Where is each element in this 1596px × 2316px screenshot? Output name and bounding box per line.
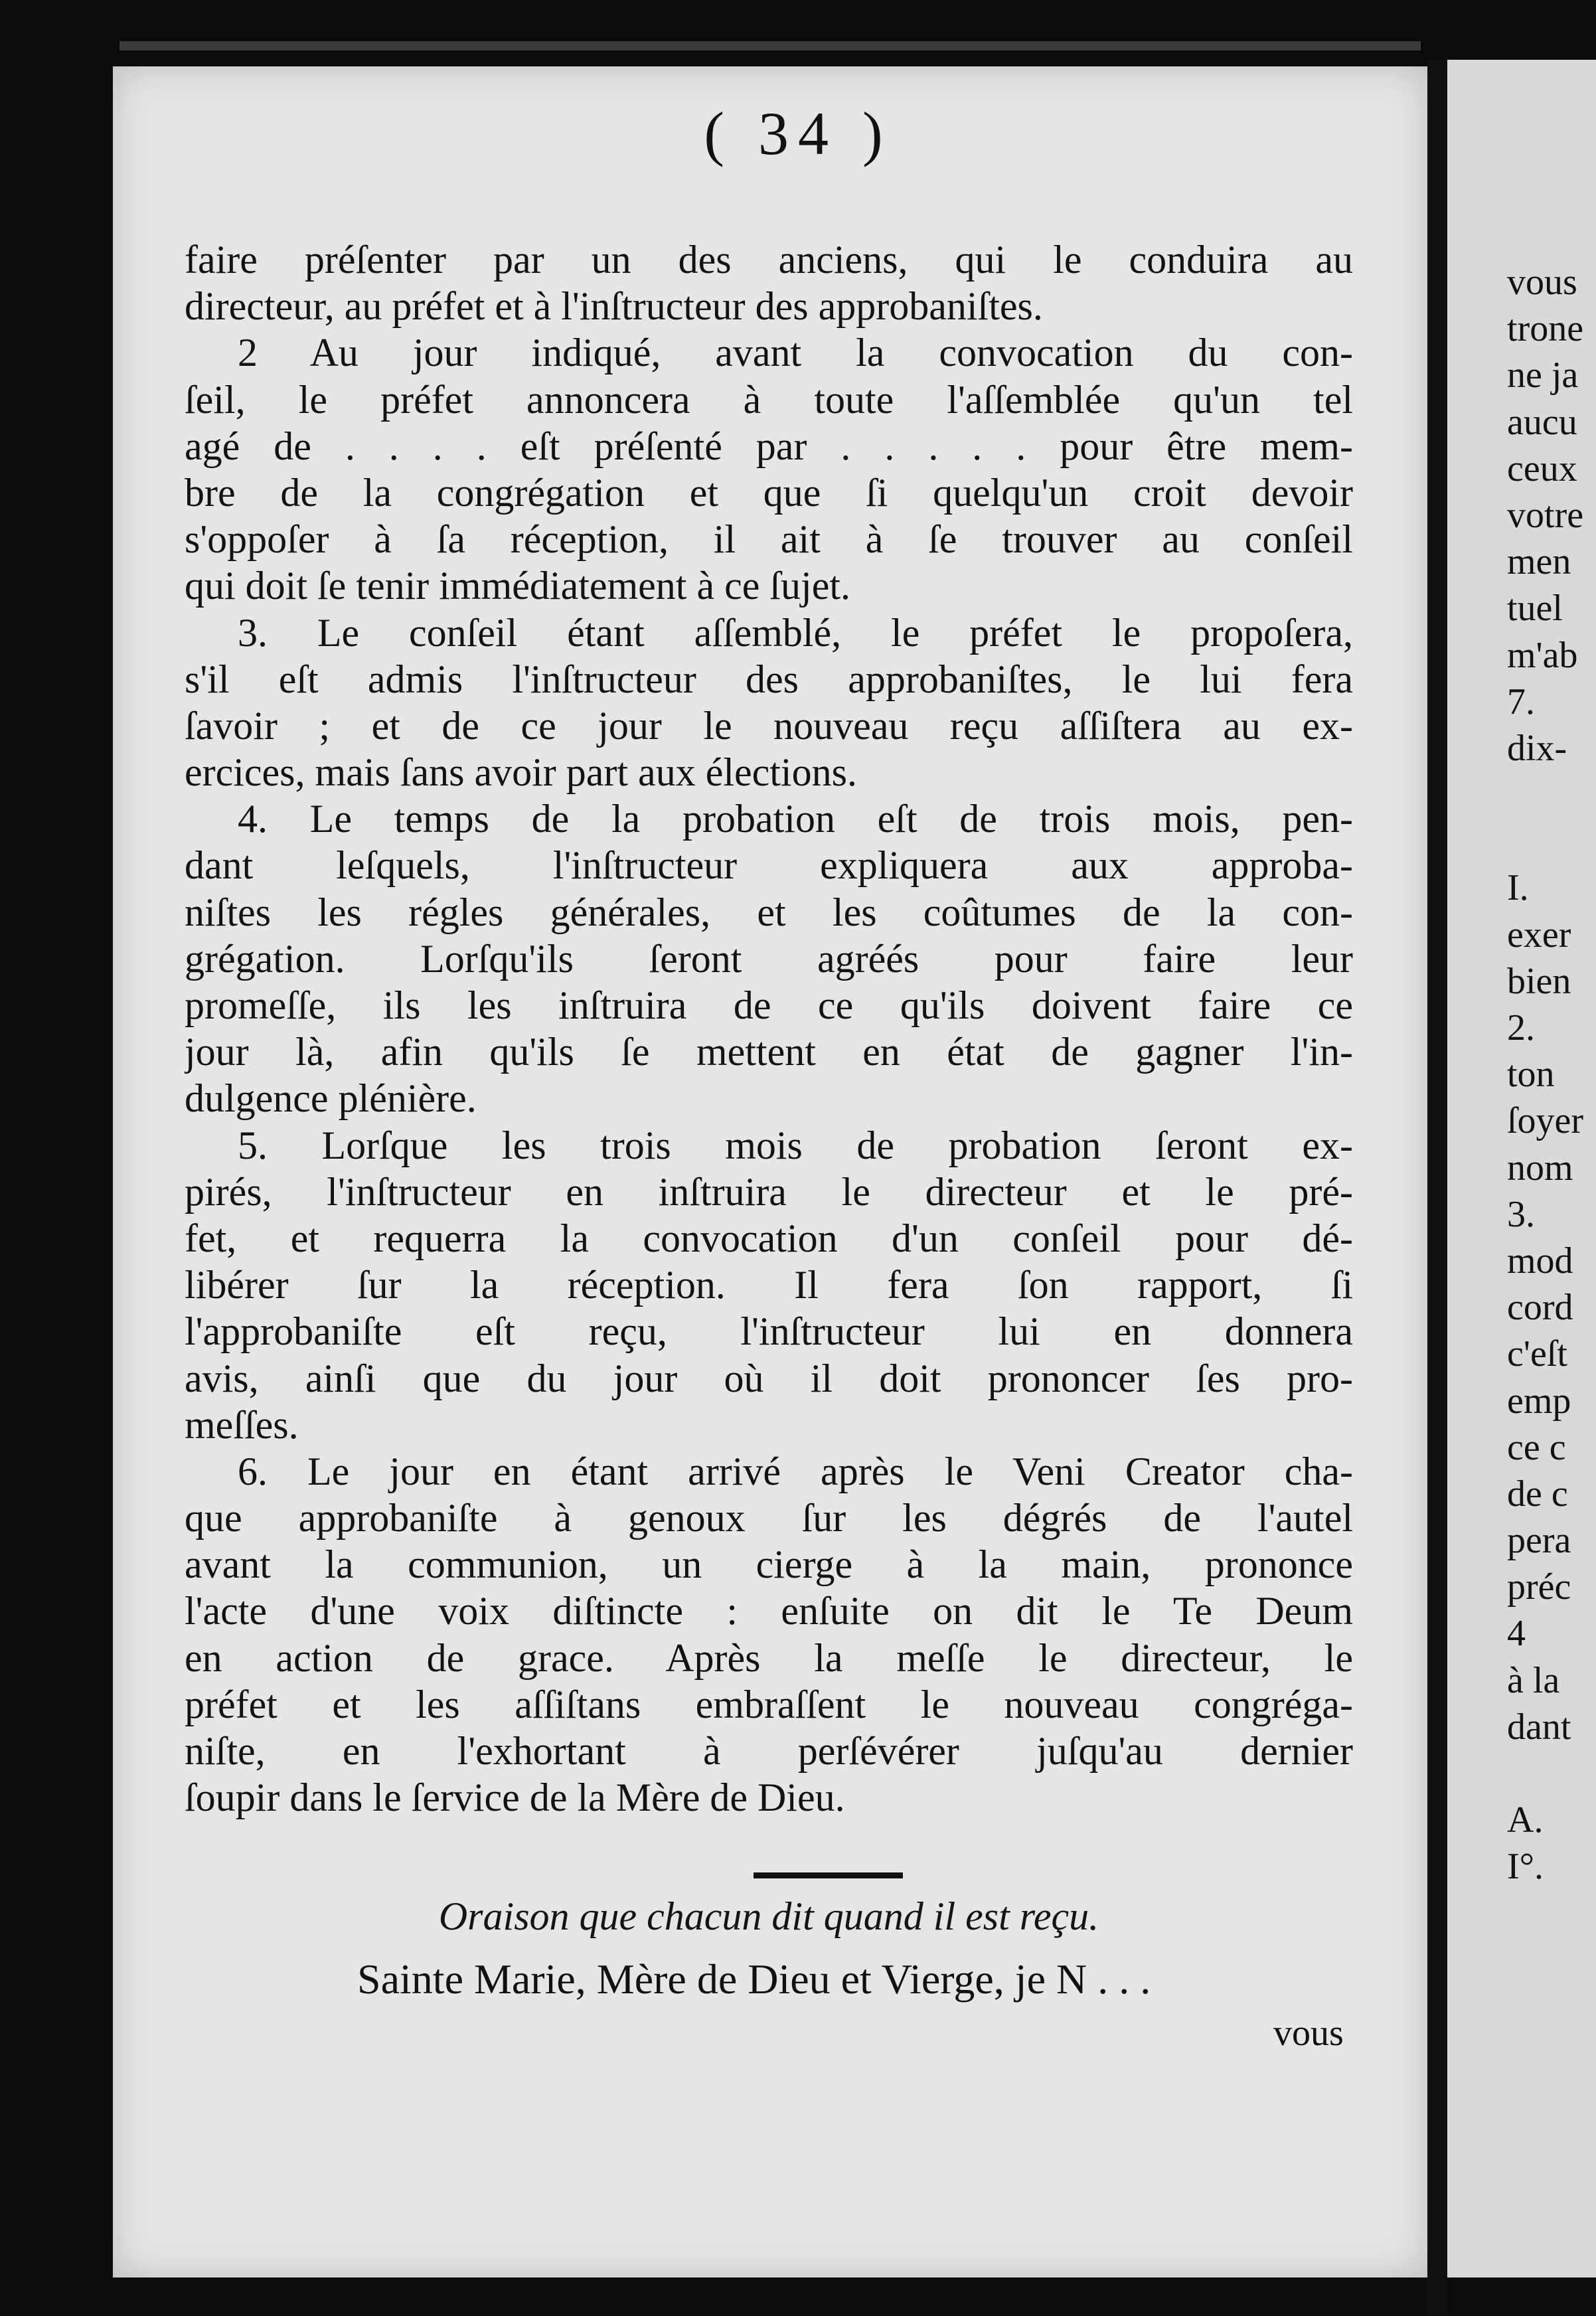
facing-page-line: ſoyer <box>1507 1100 1584 1142</box>
text-line: directeur, au préfet et à l'inſtructeur des approbaniſtes. <box>185 284 1043 329</box>
text-line: niſtes les régles générales, et les coûtumes de la con- <box>185 890 1353 934</box>
facing-page-line: 3. <box>1507 1193 1535 1235</box>
facing-page-line: I°. <box>1507 1846 1544 1888</box>
text-line: l'acte d'une voix diſtincte : enſuite on dit le Te Deum <box>185 1589 1353 1633</box>
text-line: avant la communion, un cierge à la main, prononce <box>185 1542 1353 1587</box>
facing-page-line: ne ja <box>1507 355 1579 396</box>
facing-page-line: exer <box>1507 914 1571 955</box>
facing-page-line: ceux <box>1507 448 1577 489</box>
facing-page-line: c'eſt <box>1507 1333 1567 1375</box>
facing-page-line <box>1507 772 1583 818</box>
facing-page-line: I. <box>1507 867 1529 909</box>
text-line: meſſes. <box>185 1402 299 1447</box>
text-line: avis, ainſi que du jour où il doit prononcer ſes pro- <box>185 1356 1353 1400</box>
text-line: s'oppoſer à ſa réception, il ait à ſe trouver au conſeil <box>185 517 1353 562</box>
text-line: qui doit ſe tenir immédiatement à ce ſujet. <box>185 564 851 608</box>
facing-page-line: mod <box>1507 1240 1573 1282</box>
facing-page-text <box>1507 259 1583 1890</box>
text-line: 3. Le conſeil étant aſſemblé, le préfet le propoſera, <box>238 610 1353 655</box>
facing-page-line: préc <box>1507 1566 1571 1608</box>
text-line: 6. Le jour en étant arrivé après le Veni Creator cha- <box>238 1449 1353 1493</box>
text-line: 5. Lorſque les trois mois de probation ſeront ex- <box>238 1123 1353 1167</box>
text-line: jour là, afin qu'ils ſe mettent en état de gagner l'in- <box>185 1030 1353 1074</box>
facing-page-line: aucu <box>1507 401 1577 443</box>
page-top-edge <box>120 41 1421 50</box>
text-line: 4. Le temps de la probation eſt de trois mois, pen- <box>238 797 1353 841</box>
page-number: ( 34 ) <box>704 100 892 167</box>
facing-page-line: cord <box>1507 1287 1573 1329</box>
facing-page-line <box>1507 1750 1583 1797</box>
text-line: agé de . . . . eſt préſenté par . . . . . pour être mem- <box>185 424 1353 468</box>
text-line: préfet et les aſſiſtans embraſſent le nouveau congréga- <box>185 1682 1353 1726</box>
section-divider <box>754 1872 903 1878</box>
facing-page-line: 7. <box>1507 681 1535 722</box>
text-line: pirés, l'inſtructeur en inſtruira le directeur et le pré- <box>185 1169 1353 1214</box>
facing-page-line: 4 <box>1507 1613 1526 1655</box>
text-line: l'approbaniſte eſt reçu, l'inſtructeur lui en donnera <box>185 1309 1353 1354</box>
facing-page-line: men <box>1507 541 1571 583</box>
text-line: s'il eſt admis l'inſtructeur des approbaniſtes, le lui fera <box>185 657 1353 701</box>
book-gutter <box>1427 60 1447 2316</box>
text-line: bre de la congrégation et que ſi quelqu'un croit devoir <box>185 470 1353 515</box>
text-line: ſeil, le préfet annoncera à toute l'aſſemblée qu'un tel <box>185 377 1353 422</box>
text-line: faire préſenter par un des anciens, qui le conduira au <box>185 238 1353 282</box>
facing-page-line: emp <box>1507 1380 1571 1422</box>
text-line: grégation. Lorſqu'ils ſeront agréés pour faire leur <box>185 936 1353 981</box>
facing-page-line: 2. <box>1507 1007 1535 1048</box>
facing-page-line: nom <box>1507 1147 1573 1189</box>
facing-page-line: dant <box>1507 1706 1571 1748</box>
text-line: fet, et requerra la convocation d'un conſeil pour dé- <box>185 1216 1353 1260</box>
facing-page-line: ton <box>1507 1054 1555 1096</box>
facing-page-line: m'ab <box>1507 634 1578 676</box>
text-line: ſoupir dans le ſervice de la Mère de Dieu. <box>185 1776 845 1820</box>
text-line: ſavoir ; et de ce jour le nouveau reçu aſſiſtera au ex- <box>185 703 1353 748</box>
text-line: ercices, mais ſans avoir part aux élections. <box>185 750 857 795</box>
text-line: libérer ſur la réception. Il fera ſon rapport, ſi <box>185 1263 1353 1307</box>
catchword: vous <box>1273 2013 1344 2054</box>
prayer-title: Oraison que chacun dit quand il est reçu. <box>438 1894 1099 1938</box>
prayer-first-line: Sainte Marie, Mère de Dieu et Vierge, je N . . . <box>357 1955 1151 2003</box>
facing-page-line: vous <box>1507 262 1577 303</box>
facing-page-line: votre <box>1507 494 1584 536</box>
facing-page-line: de c <box>1507 1473 1568 1515</box>
text-line: promeſſe, ils les inſtruira de ce qu'ils doivent faire ce <box>185 983 1353 1027</box>
facing-page-line: bien <box>1507 960 1571 1002</box>
facing-page-line: A. <box>1507 1799 1544 1841</box>
facing-page-line <box>1507 818 1583 865</box>
body-text <box>185 236 1353 1821</box>
text-line: 2 Au jour indiqué, avant la convocation du con- <box>238 331 1353 375</box>
text-line: dant leſquels, l'inſtructeur expliquera aux approba- <box>185 843 1353 888</box>
facing-page-line: pera <box>1507 1520 1571 1562</box>
facing-page-line: ce c <box>1507 1426 1566 1468</box>
facing-page-line: à la <box>1507 1659 1560 1701</box>
facing-page-line: tuel <box>1507 588 1563 629</box>
text-line: dulgence plénière. <box>185 1076 477 1121</box>
facing-page-line: dix- <box>1507 727 1567 769</box>
text-line: que approbaniſte à genoux ſur les dégrés de l'autel <box>185 1496 1353 1540</box>
facing-page-line: trone <box>1507 308 1584 350</box>
text-line: niſte, en l'exhortant à perſévérer juſqu'au dernier <box>185 1729 1353 1773</box>
text-line: en action de grace. Après la meſſe le directeur, le <box>185 1635 1353 1680</box>
